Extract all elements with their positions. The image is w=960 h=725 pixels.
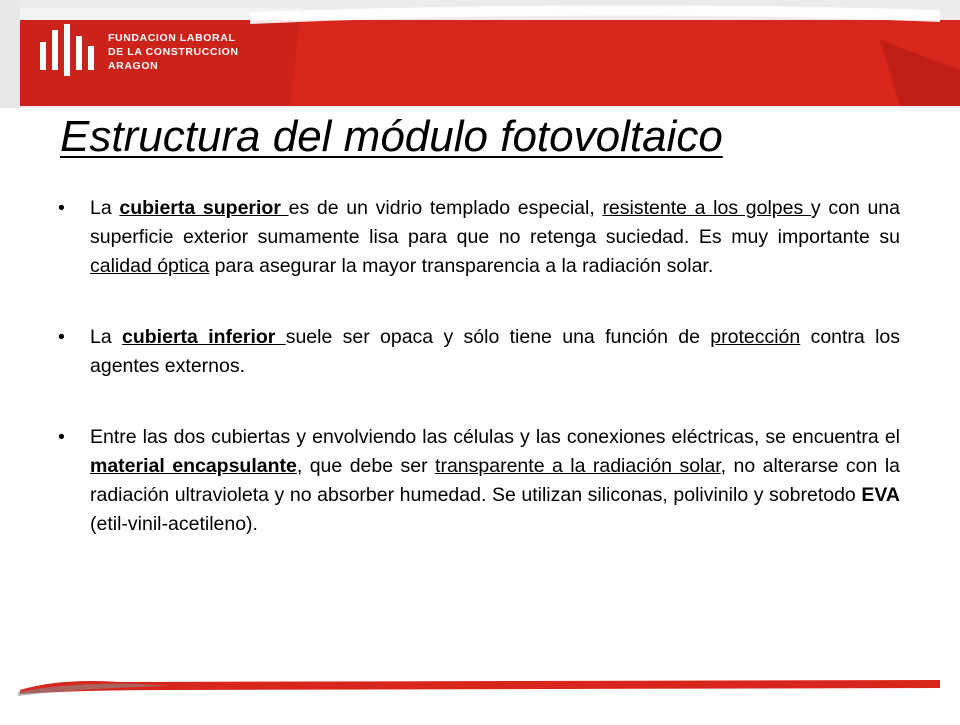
bullet-text-3: Entre las dos cubiertas y envolviendo las células y las conexiones eléctricas, se encuentra el material encapsulante, que debe ser transparente a la radiación solar, no alterarse con la radiación ultravioleta y no absorber humedad. Se utilizan siliconas, polivinilo y sobretodo EVA (etil-vinil-acetileno).	[90, 426, 900, 535]
header-banner	[0, 0, 960, 108]
bullet-item-1	[52, 194, 900, 281]
bullet-text-2: La cubierta inferior suele ser opaca y sólo tiene una función de protección contra los agentes externos.	[90, 326, 901, 377]
bullet-marker: •	[58, 326, 65, 348]
term-cubierta-superior: cubierta superior	[119, 197, 289, 219]
footer-decoration	[0, 672, 960, 720]
logo-text	[108, 31, 239, 73]
logo-mark-icon	[38, 22, 100, 82]
term-eva: EVA	[861, 484, 900, 506]
term-material-encapsulante: material encapsulante	[90, 455, 297, 477]
bullet-text-1: La cubierta superior es de un vidrio templado especial, resistente a los golpes y con una superficie exterior sumamente lisa para que no retenga suciedad. Es muy importante su calidad óptica para asegurar la mayor transparencia a la radiación solar.	[90, 197, 901, 277]
logo-line-2: DE LA CONSTRUCCION	[108, 46, 239, 58]
slide-title: Estructura del módulo fotovoltaico	[60, 112, 723, 161]
bullet-item-2	[52, 323, 900, 381]
term-calidad-optica: calidad óptica	[90, 255, 210, 277]
logo-line-3: ARAGON	[108, 60, 159, 72]
bullet-list	[52, 194, 900, 581]
term-cubierta-inferior: cubierta inferior	[122, 326, 286, 348]
term-transparente: transparente a la radiación solar	[435, 455, 721, 477]
logo-line-1: FUNDACION LABORAL	[108, 32, 236, 44]
footer-swoosh	[0, 672, 960, 720]
bullet-marker: •	[58, 426, 65, 448]
bullet-item-3	[52, 423, 900, 539]
term-resistente: resistente a los golpes	[602, 197, 811, 219]
term-proteccion: protección	[710, 326, 801, 348]
logo	[38, 22, 239, 82]
bullet-marker: •	[58, 197, 65, 219]
